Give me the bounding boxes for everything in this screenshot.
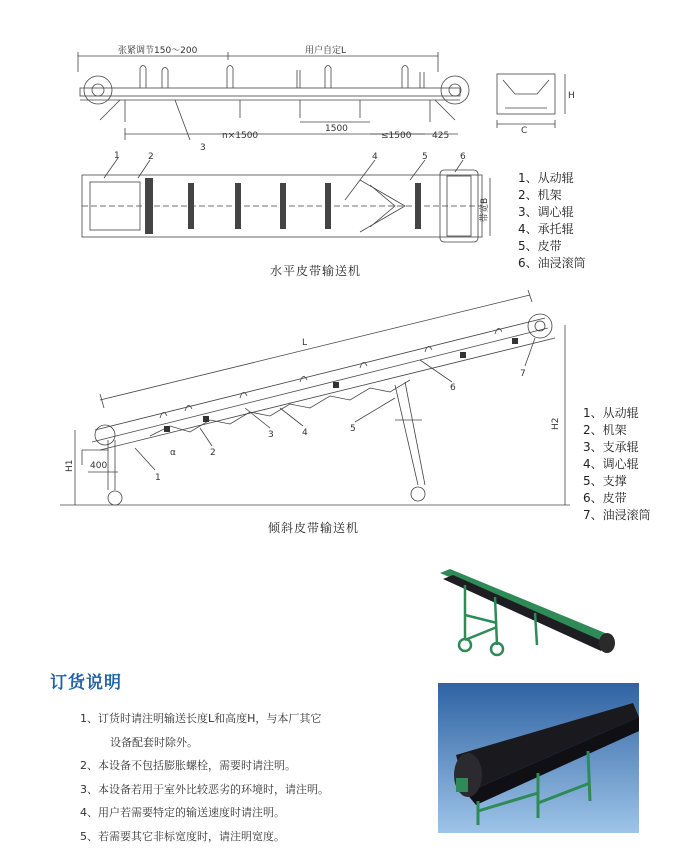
legend-item: 3、支承辊	[583, 440, 639, 454]
dim-1500: 1500	[325, 124, 348, 134]
callout-6: 6	[450, 383, 456, 393]
dim-n1500: n×1500	[222, 131, 259, 141]
callout-3: 3	[200, 143, 206, 153]
dim-h1: H1	[65, 459, 75, 472]
order-notes	[80, 712, 329, 853]
order-note: 1、订货时请注明输送长度L和高度H，与本厂其它	[80, 712, 322, 725]
legend-item: 1、从动辊	[518, 171, 574, 185]
legend-item: 3、调心辊	[518, 205, 574, 219]
callout-4: 4	[302, 428, 308, 438]
inclined-caption: 倾斜皮带输送机	[268, 521, 360, 535]
dim-user-length: 用户自定L	[305, 46, 347, 56]
dim-425: 425	[432, 131, 450, 141]
callout-6: 6	[460, 152, 466, 162]
callout-2: 2	[210, 448, 216, 458]
order-note: 5、若需要其它非标宽度时，请注明宽度。	[80, 829, 285, 843]
dim-tension: 张紧调节150～200	[118, 46, 198, 56]
horizontal-conveyor-drawing	[0, 0, 699, 290]
dim-le1500: ≤1500	[381, 131, 412, 141]
callout-1: 1	[155, 473, 161, 483]
order-title: 订货说明	[50, 673, 122, 693]
legend-item: 4、调心辊	[583, 457, 639, 471]
dim-l: L	[302, 338, 308, 348]
order-note: 设备配套时除外。	[110, 735, 198, 749]
order-note: 3、本设备若用于室外比较恶劣的环境时，请注明。	[80, 782, 329, 796]
horizontal-conveyor-photo	[438, 683, 639, 833]
dim-belt-width: 带宽B	[480, 197, 490, 222]
legend-item: 1、从动辊	[583, 406, 639, 420]
order-note: 4、用户若需要特定的输送速度时请注明。	[80, 806, 285, 819]
dim-h: H	[568, 91, 575, 101]
callout-1: 1	[114, 151, 120, 161]
dim-c: C	[521, 126, 528, 136]
legend-item: 2、机架	[583, 423, 627, 437]
legend-item: 2、机架	[518, 188, 562, 202]
legend-item: 6、油浸滚筒	[518, 256, 586, 270]
legend-item: 4、承托辊	[518, 222, 574, 236]
legend-item: 6、皮带	[583, 491, 627, 505]
inclined-legend	[583, 405, 651, 524]
callout-3: 3	[268, 430, 274, 440]
dim-alpha: α	[170, 448, 176, 458]
callout-2: 2	[148, 152, 154, 162]
callout-7: 7	[520, 369, 526, 379]
inclined-conveyor-photo	[425, 565, 640, 670]
dim-400: 400	[90, 461, 108, 471]
callout-5: 5	[350, 424, 356, 434]
legend-item: 5、支撑	[583, 474, 627, 488]
horizontal-caption: 水平皮带输送机	[270, 264, 362, 278]
legend-item: 5、皮带	[518, 239, 562, 253]
horizontal-legend	[518, 170, 586, 272]
callout-4: 4	[372, 152, 378, 162]
order-note: 2、本设备不包括膨胀螺栓，需要时请注明。	[80, 759, 296, 772]
callout-5: 5	[422, 152, 428, 162]
legend-item: 7、油浸滚筒	[583, 508, 651, 522]
dim-h2: H2	[551, 417, 561, 430]
